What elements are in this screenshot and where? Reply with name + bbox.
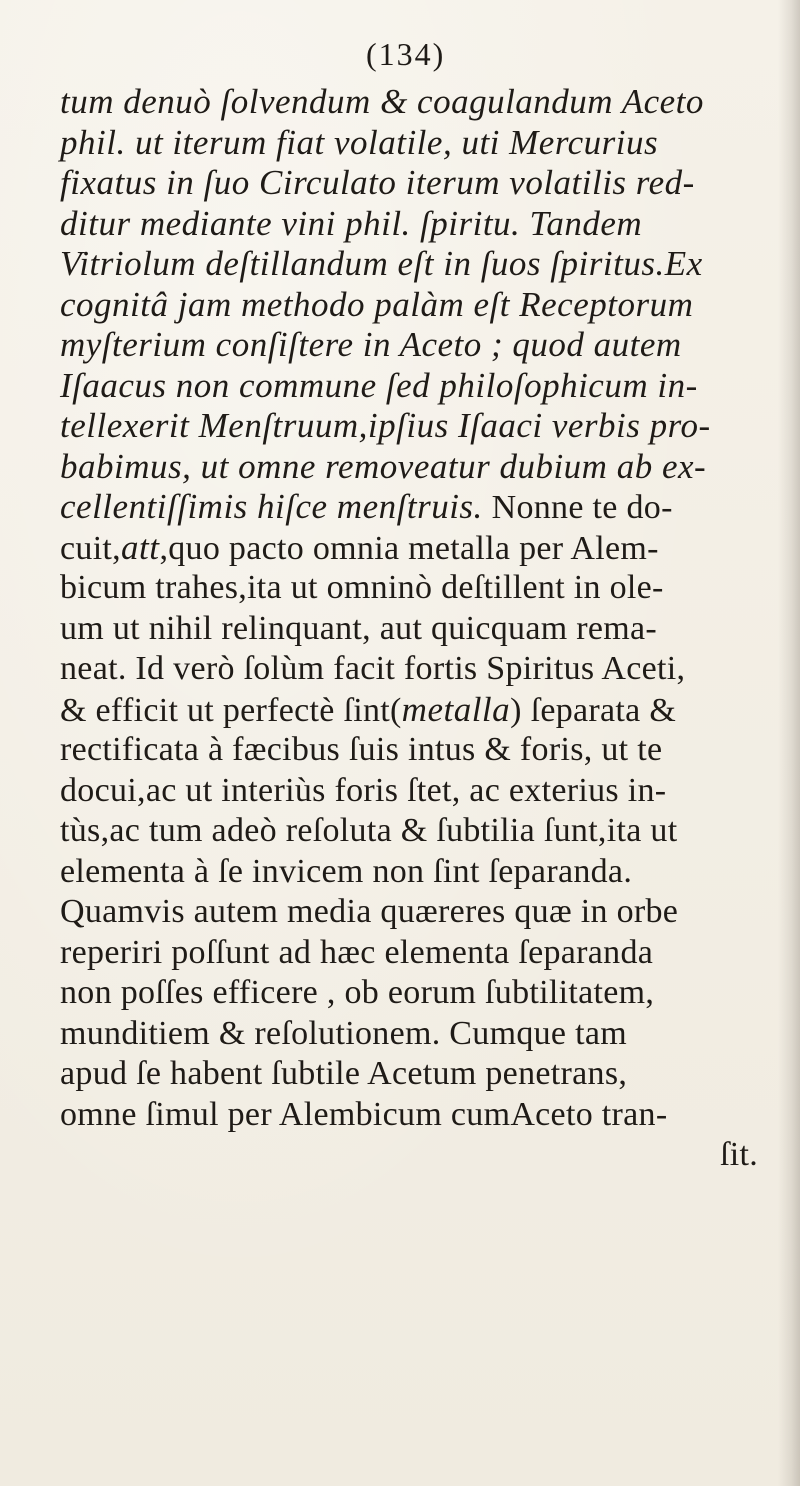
text-line: Quamvis autem media quæreres quæ in orbe — [60, 893, 679, 930]
text-line: neat. Id verò ſolùm facit fortis Spiritus Aceti, — [60, 650, 686, 687]
text-italic-run: att — [120, 527, 160, 567]
text-roman-run: ,quo pacto omnia metalla per Alem- — [159, 529, 659, 567]
text-line-mixed — [60, 690, 770, 731]
text-line: non poſſes efficere , ob eorum ſubtilitatem, — [60, 974, 655, 1011]
text-line: tellexerit Menſtruum,ipſius Iſaaci verbis pro- — [60, 406, 711, 445]
text-roman-run: cuit, — [60, 529, 121, 567]
text-line: Iſaacus non commune ſed philoſophicum in- — [60, 365, 698, 405]
text-line: munditiem & reſolutionem. Cumque tam — [60, 1014, 628, 1052]
text-line: reperiri poſſunt ad hæc elementa ſeparanda — [60, 933, 654, 971]
text-line: Vitriolum deſtillandum eſt in ſuos ſpiritus.Ex — [60, 244, 703, 283]
text-line-mixed — [60, 487, 770, 528]
text-line: phil. ut iterum fiat volatile, uti Mercurius — [60, 122, 659, 162]
text-italic-run: metalla — [401, 689, 511, 729]
text-line: tùs,ac tum adeò reſoluta & ſubtilia ſunt,ita ut — [60, 812, 678, 849]
page-edge-shadow — [778, 0, 800, 1486]
text-line: ditur mediante vini phil. ſpiritu. Tandem — [60, 203, 643, 243]
page-number: (134) — [366, 36, 446, 72]
text-line: docui,ac ut interiùs foris ſtet, ac exterius in- — [60, 771, 667, 809]
body-text — [60, 82, 770, 1176]
catchword: ſit. — [719, 1136, 758, 1173]
text-line: fixatus in ſuo Circulato iterum volatilis red- — [60, 163, 695, 202]
text-line-mixed — [60, 528, 770, 569]
text-italic-run: cellentiſſimis hiſce menſtruis. — [60, 487, 483, 526]
text-line: um ut nihil relinquant, aut quicquam rema- — [60, 609, 658, 647]
text-roman-run: ) ſeparata & — [510, 691, 677, 729]
text-line: omne ſimul per Alembicum cumAceto tran- — [60, 1095, 668, 1133]
text-line: bicum trahes,ita ut omninò deſtillent in ole- — [60, 569, 664, 606]
text-line: rectificata à fæcibus ſuis intus & foris, ut te — [60, 731, 663, 768]
text-line: cognitâ jam methodo palàm eſt Receptorum — [60, 284, 694, 324]
text-roman-run: Nonne te do- — [482, 489, 673, 526]
text-line: myſterium conſiſtere in Aceto ; quod autem — [60, 325, 682, 364]
text-line: tum denuò ſolvendum & coagulandum Aceto — [60, 82, 704, 121]
text-line: elementa à ſe invicem non ſint ſeparanda. — [60, 852, 633, 890]
text-roman-run: & efficit ut perfectè ſint( — [60, 691, 402, 729]
text-line: babimus, ut omne removeatur dubium ab ex- — [60, 446, 707, 486]
text-line: apud ſe habent ſubtile Acetum penetrans, — [60, 1055, 628, 1092]
